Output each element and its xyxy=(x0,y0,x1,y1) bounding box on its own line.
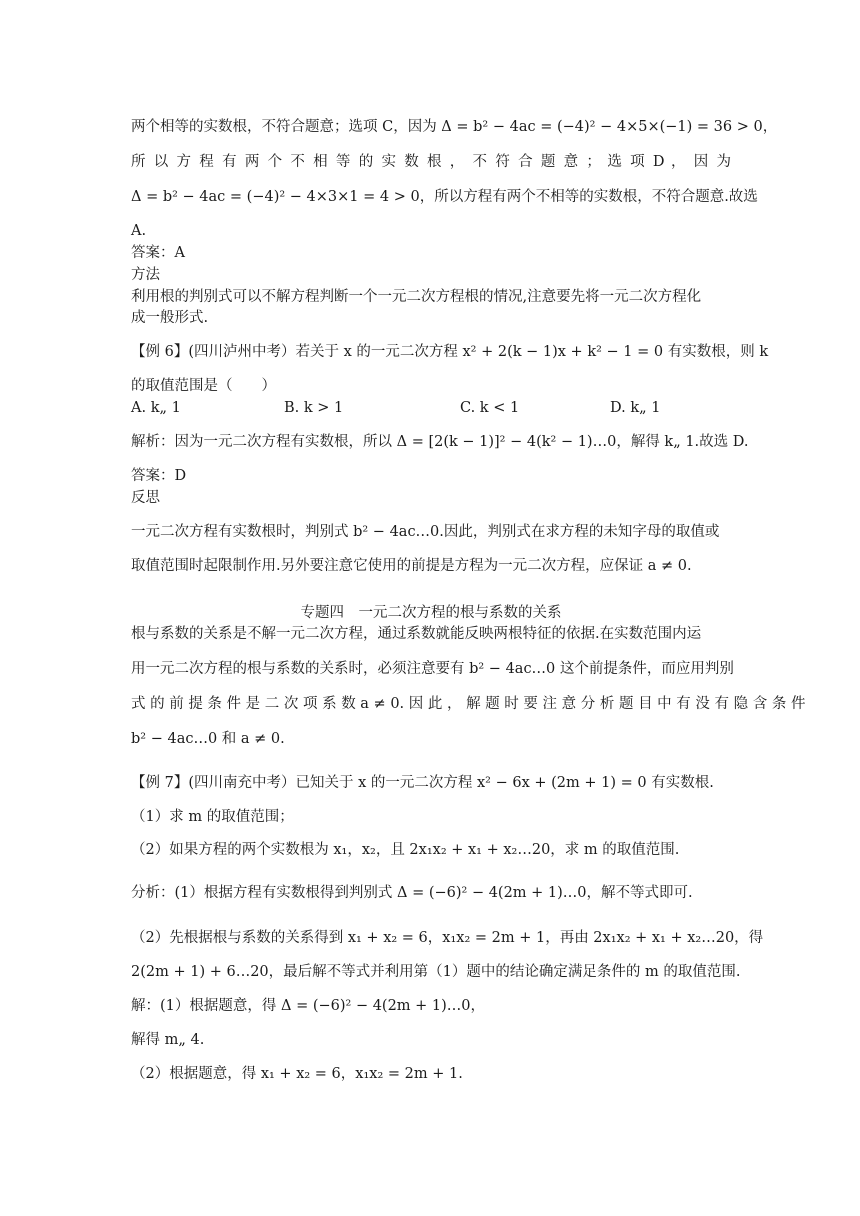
text-line: 取值范围时起限制作用.另外要注意它使用的前提是方程为一元二次方程，应保证 a ≠ 0. xyxy=(131,558,692,574)
text-line: 的取值范围是（ ） xyxy=(131,378,276,394)
text-line: 所 以 方 程 有 两 个 不 相 等 的 实 数 根 ， 不 符 合 题 意 ； 选 项 D ， 因 为 xyxy=(131,154,731,170)
text-line: （2）先根据根与系数的关系得到 x₁ + x₂ = 6，x₁x₂ = 2m + 1，再由 2x₁x₂ + x₁ + x₂…20，得 xyxy=(131,930,764,946)
section-title: 专题四 一元二次方程的根与系数的关系 xyxy=(300,605,562,621)
option-b: B. k > 1 xyxy=(284,400,344,416)
text-line: 解得 m„ 4. xyxy=(131,1032,205,1048)
text-line: 一元二次方程有实数根时，判别式 b² − 4ac…0.因此，判别式在求方程的未知字母的取值或 xyxy=(131,524,720,540)
answer-line: 答案：A xyxy=(131,245,185,261)
answer-line: 答案：D xyxy=(131,468,187,484)
answer-options xyxy=(131,398,731,418)
text-line: 两个相等的实数根，不符合题意；选项 C，因为 Δ = b² − 4ac = (−4)² − 4×5×(−1) = 36 > 0， xyxy=(131,119,778,135)
section-label: 反思 xyxy=(131,490,160,506)
text-line: A. xyxy=(131,223,147,239)
text-line: Δ = b² − 4ac = (−4)² − 4×3×1 = 4 > 0，所以方程有两个不相等的实数根，不符合题意.故选 xyxy=(131,189,758,205)
text-line: 分析：(1）根据方程有实数根得到判别式 Δ = (−6)² − 4(2m + 1)…0，解不等式即可. xyxy=(131,885,693,901)
text-line: （2）如果方程的两个实数根为 x₁，x₂，且 2x₁x₂ + x₁ + x₂…20，求 m 的取值范围. xyxy=(131,842,680,858)
text-line: 解析：因为一元二次方程有实数根，所以 Δ = [2(k − 1)]² − 4(k² − 1)…0，解得 k„ 1.故选 D. xyxy=(131,434,749,450)
option-c: C. k < 1 xyxy=(460,400,520,416)
text-line: 利用根的判别式可以不解方程判断一个一元二次方程根的情况,注意要先将一元二次方程化 xyxy=(131,289,702,305)
text-line: 根与系数的关系是不解一元二次方程，通过系数就能反映两根特征的依据.在实数范围内运 xyxy=(131,626,702,642)
text-line: b² − 4ac…0 和 a ≠ 0. xyxy=(131,731,285,747)
example-heading: 【例 7】(四川南充中考）已知关于 x 的一元二次方程 x² − 6x + (2m + 1) = 0 有实数根. xyxy=(131,775,714,791)
text-line: （2）根据题意，得 x₁ + x₂ = 6，x₁x₂ = 2m + 1. xyxy=(131,1066,463,1082)
text-line: 用一元二次方程的根与系数的关系时，必须注意要有 b² − 4ac…0 这个前提条件，而应用判别 xyxy=(131,661,734,677)
text-line: 成一般形式. xyxy=(131,310,209,326)
option-a: A. k„ 1 xyxy=(131,400,181,416)
option-d: D. k„ 1 xyxy=(610,400,661,416)
text-line: 2(2m + 1) + 6…20，最后解不等式并利用第（1）题中的结论确定满足条件的 m 的取值范围. xyxy=(131,964,741,980)
text-line: （1）求 m 的取值范围； xyxy=(131,809,294,825)
section-label: 方法 xyxy=(131,267,160,283)
text-line: 式 的 前 提 条 件 是 二 次 项 系 数 a ≠ 0. 因 此 ， 解 题 时 要 注 意 分 析 题 目 中 有 没 有 隐 含 条 件 xyxy=(131,696,806,712)
example-heading: 【例 6】(四川泸州中考）若关于 x 的一元二次方程 x² + 2(k − 1)x + k² − 1 = 0 有实数根，则 k xyxy=(131,344,769,360)
text-line: 解：(1）根据题意，得 Δ = (−6)² − 4(2m + 1)…0， xyxy=(131,998,486,1014)
